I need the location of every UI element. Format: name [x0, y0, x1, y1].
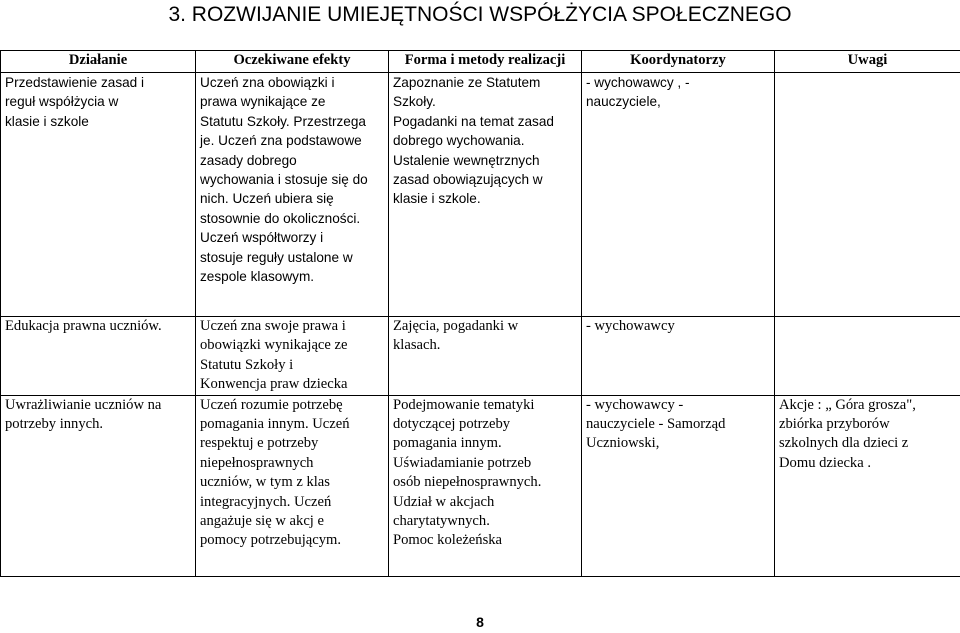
- cell-text-line: wychowania i stosuje się do: [200, 172, 368, 188]
- cell-text-line: Uczeń rozumie potrzebę: [200, 396, 343, 413]
- cell-text-line: pomocy potrzebującym.: [200, 532, 342, 549]
- cell-text-line: potrzeby innych.: [5, 416, 104, 433]
- cell-text-line: stosuje reguły ustalone w: [200, 249, 353, 265]
- cell-koordynatorzy: [582, 317, 775, 396]
- cell-text-line: - wychowawcy -: [586, 396, 684, 413]
- table-row: [1, 73, 960, 317]
- cell-text-line: Szkoły.: [393, 94, 436, 110]
- cell-text-line: pomagania innym.: [393, 435, 502, 452]
- cell-text-line: klasach.: [393, 337, 441, 354]
- cell-text-line: Uczniowski,: [586, 435, 660, 452]
- cell-text-line: nauczyciele,: [586, 94, 661, 110]
- page-number: 8: [476, 614, 484, 630]
- cell-text-line: zasady dobrego: [200, 152, 297, 168]
- cell-efekty: [196, 317, 389, 396]
- cell-uwagi: [775, 395, 960, 576]
- cell-text-line: Uczeń zna obowiązki i: [200, 75, 335, 90]
- cell-text-line: Udział w akcjach: [393, 493, 495, 510]
- cell-text-line: integracyjnych. Uczeń: [200, 493, 332, 510]
- cell-forma: [389, 73, 582, 317]
- cell-text-line: je. Uczeń zna podstawowe: [200, 133, 362, 149]
- cell-text-line: Uczeń współtworzy i: [200, 230, 324, 246]
- cell-text-line: respektuj e potrzeby: [200, 435, 319, 452]
- cell-text-line: dotyczącej potrzeby: [393, 416, 511, 433]
- cell-text-line: dobrego wychowania.: [393, 133, 525, 149]
- cell-text-line: niepełnosprawnych: [200, 454, 314, 471]
- cell-text-line: Statutu Szkoły. Przestrzega: [200, 113, 366, 129]
- cell-forma: [389, 317, 582, 396]
- cell-text-line: nauczyciele - Samorząd: [586, 416, 726, 433]
- cell-text-line: nich. Uczeń ubiera się: [200, 191, 334, 207]
- cell-text-line: Uświadamianie potrzeb: [393, 454, 532, 471]
- cell-text-line: klasie i szkole: [5, 113, 89, 129]
- cell-efekty: [196, 73, 389, 317]
- table-row: [1, 317, 960, 396]
- header-forma: Forma i metody realizacji: [389, 51, 582, 73]
- cell-efekty: [196, 395, 389, 576]
- cell-text-line: Uwrażliwianie uczniów na: [5, 396, 162, 413]
- cell-text-line: szkolnych dla dzieci z: [779, 435, 909, 452]
- plan-table: [0, 50, 960, 577]
- cell-text-line: Pomoc koleżeńska: [393, 532, 503, 549]
- cell-text-line: stosownie do okoliczności.: [200, 210, 361, 226]
- cell-text-line: zespole klasowym.: [200, 269, 315, 285]
- header-koordynatorzy: Koordynatorzy: [582, 51, 775, 73]
- header-uwagi: Uwagi: [775, 51, 960, 73]
- cell-text-line: charytatywnych.: [393, 513, 490, 530]
- cell-text-line: Przedstawienie zasad i: [5, 75, 145, 90]
- cell-text-line: osób niepełnosprawnych.: [393, 474, 542, 491]
- cell-text-line: Konwencja praw dziecka: [200, 376, 348, 393]
- page-title: 3. ROZWIJANIE UMIEJĘTNOŚCI WSPÓŁŻYCIA SPOŁECZNEGO: [168, 3, 792, 26]
- cell-uwagi: [775, 73, 960, 317]
- cell-text-line: zbiórka przyborów: [779, 416, 890, 433]
- cell-text-line: Edukacja prawna uczniów.: [5, 318, 162, 334]
- cell-uwagi: [775, 317, 960, 396]
- cell-text-line: klasie i szkole.: [393, 191, 481, 207]
- cell-text-line: - wychowawcy: [586, 318, 675, 334]
- cell-dzialanie: [1, 395, 196, 576]
- cell-text-line: angażuje się w akcj e: [200, 513, 324, 530]
- header-dzialanie: Działanie: [1, 51, 196, 73]
- table-row: [1, 395, 960, 576]
- cell-koordynatorzy: [582, 395, 775, 576]
- cell-dzialanie: [1, 317, 196, 396]
- cell-text-line: Zajęcia, pogadanki w: [393, 318, 519, 334]
- cell-text-line: prawa wynikające ze: [200, 94, 326, 110]
- cell-dzialanie: [1, 73, 196, 317]
- cell-text-line: Akcje : „ Góra grosza",: [779, 396, 916, 413]
- cell-text-line: Ustalenie wewnętrznych: [393, 152, 540, 168]
- cell-forma: [389, 395, 582, 576]
- cell-text-line: obowiązki wynikające ze: [200, 337, 348, 354]
- cell-text-line: pomagania innym. Uczeń: [200, 416, 350, 433]
- cell-text-line: Statutu Szkoły i: [200, 356, 294, 373]
- cell-text-line: - wychowawcy , -: [586, 75, 690, 90]
- cell-text-line: Domu dziecka .: [779, 454, 871, 471]
- cell-text-line: Zapoznanie ze Statutem: [393, 75, 541, 90]
- cell-text-line: Pogadanki na temat zasad: [393, 113, 554, 129]
- cell-text-line: reguł współżycia w: [5, 94, 119, 110]
- cell-text-line: uczniów, w tym z klas: [200, 474, 330, 491]
- cell-text-line: Podejmowanie tematyki: [393, 396, 535, 413]
- table-header-row: [1, 51, 960, 73]
- header-efekty: Oczekiwane efekty: [196, 51, 389, 73]
- cell-text-line: zasad obowiązujących w: [393, 172, 543, 188]
- cell-text-line: Uczeń zna swoje prawa i: [200, 318, 346, 334]
- cell-koordynatorzy: [582, 73, 775, 317]
